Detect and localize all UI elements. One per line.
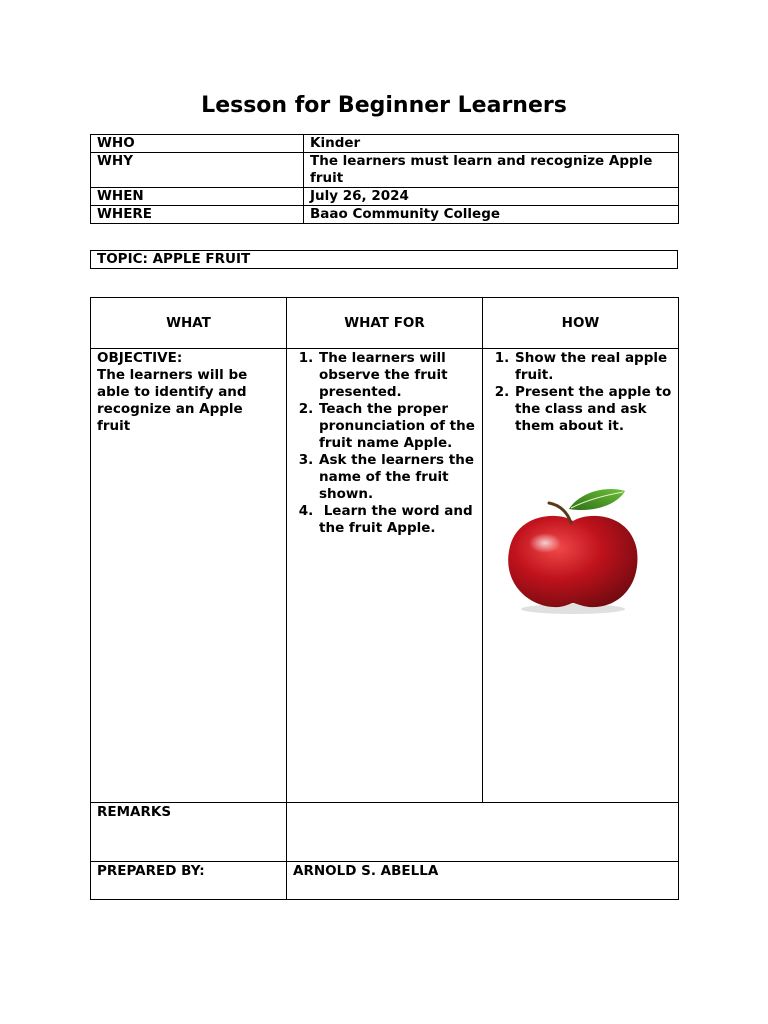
- list-item: 1. Show the real apple fruit.: [514, 350, 672, 384]
- topic-table: [90, 250, 678, 269]
- info-value: Baao Community College: [304, 206, 679, 224]
- info-value: July 26, 2024: [304, 188, 679, 206]
- list-item: 2. Teach the proper pronunciation of the fruit name Apple.: [318, 401, 476, 452]
- info-label: WHO: [91, 135, 304, 153]
- page-title: Lesson for Beginner Learners: [201, 93, 567, 118]
- apple-icon: [501, 485, 646, 615]
- lesson-plan-table: [90, 297, 679, 900]
- table-row: [91, 251, 678, 269]
- remarks-label: REMARKS: [91, 803, 287, 862]
- prepared-by-value: ARNOLD S. ABELLA: [287, 862, 679, 900]
- prepared-by-row: [91, 862, 679, 900]
- objective-label: OBJECTIVE:: [97, 350, 183, 366]
- info-value: Kinder: [304, 135, 679, 153]
- list-item: 2. Present the apple to the class and ask them about it.: [514, 384, 672, 435]
- info-label: WHEN: [91, 188, 304, 206]
- how-header: HOW: [483, 298, 679, 349]
- what-header: WHAT: [91, 298, 287, 349]
- how-list: [489, 350, 672, 435]
- header-row: [91, 298, 679, 349]
- what-for-cell: [287, 349, 483, 803]
- prepared-by-label: PREPARED BY:: [91, 862, 287, 900]
- remarks-value: [287, 803, 679, 862]
- what-cell: [91, 349, 287, 803]
- objective-text: The learners will be able to identify and recognize an Apple fruit: [97, 367, 248, 434]
- table-row: [91, 135, 679, 153]
- how-cell: [483, 349, 679, 803]
- table-row: [91, 188, 679, 206]
- table-row: [91, 206, 679, 224]
- info-table: [90, 134, 679, 224]
- remarks-row: [91, 803, 679, 862]
- apple-image: [501, 485, 646, 615]
- content-row: [91, 349, 679, 803]
- table-row: [91, 153, 679, 188]
- list-item: 1. The learners will observe the fruit presented.: [318, 350, 476, 401]
- what-for-header: WHAT FOR: [287, 298, 483, 349]
- info-label: WHY: [91, 153, 304, 188]
- list-item: 3. Ask the learners the name of the fruit shown.: [318, 452, 476, 503]
- list-item: 4. Learn the word and the fruit Apple.: [318, 503, 476, 537]
- what-for-list: [293, 350, 476, 537]
- info-label: WHERE: [91, 206, 304, 224]
- topic-cell: TOPIC: APPLE FRUIT: [91, 251, 678, 269]
- info-value: The learners must learn and recognize Apple fruit: [304, 153, 679, 188]
